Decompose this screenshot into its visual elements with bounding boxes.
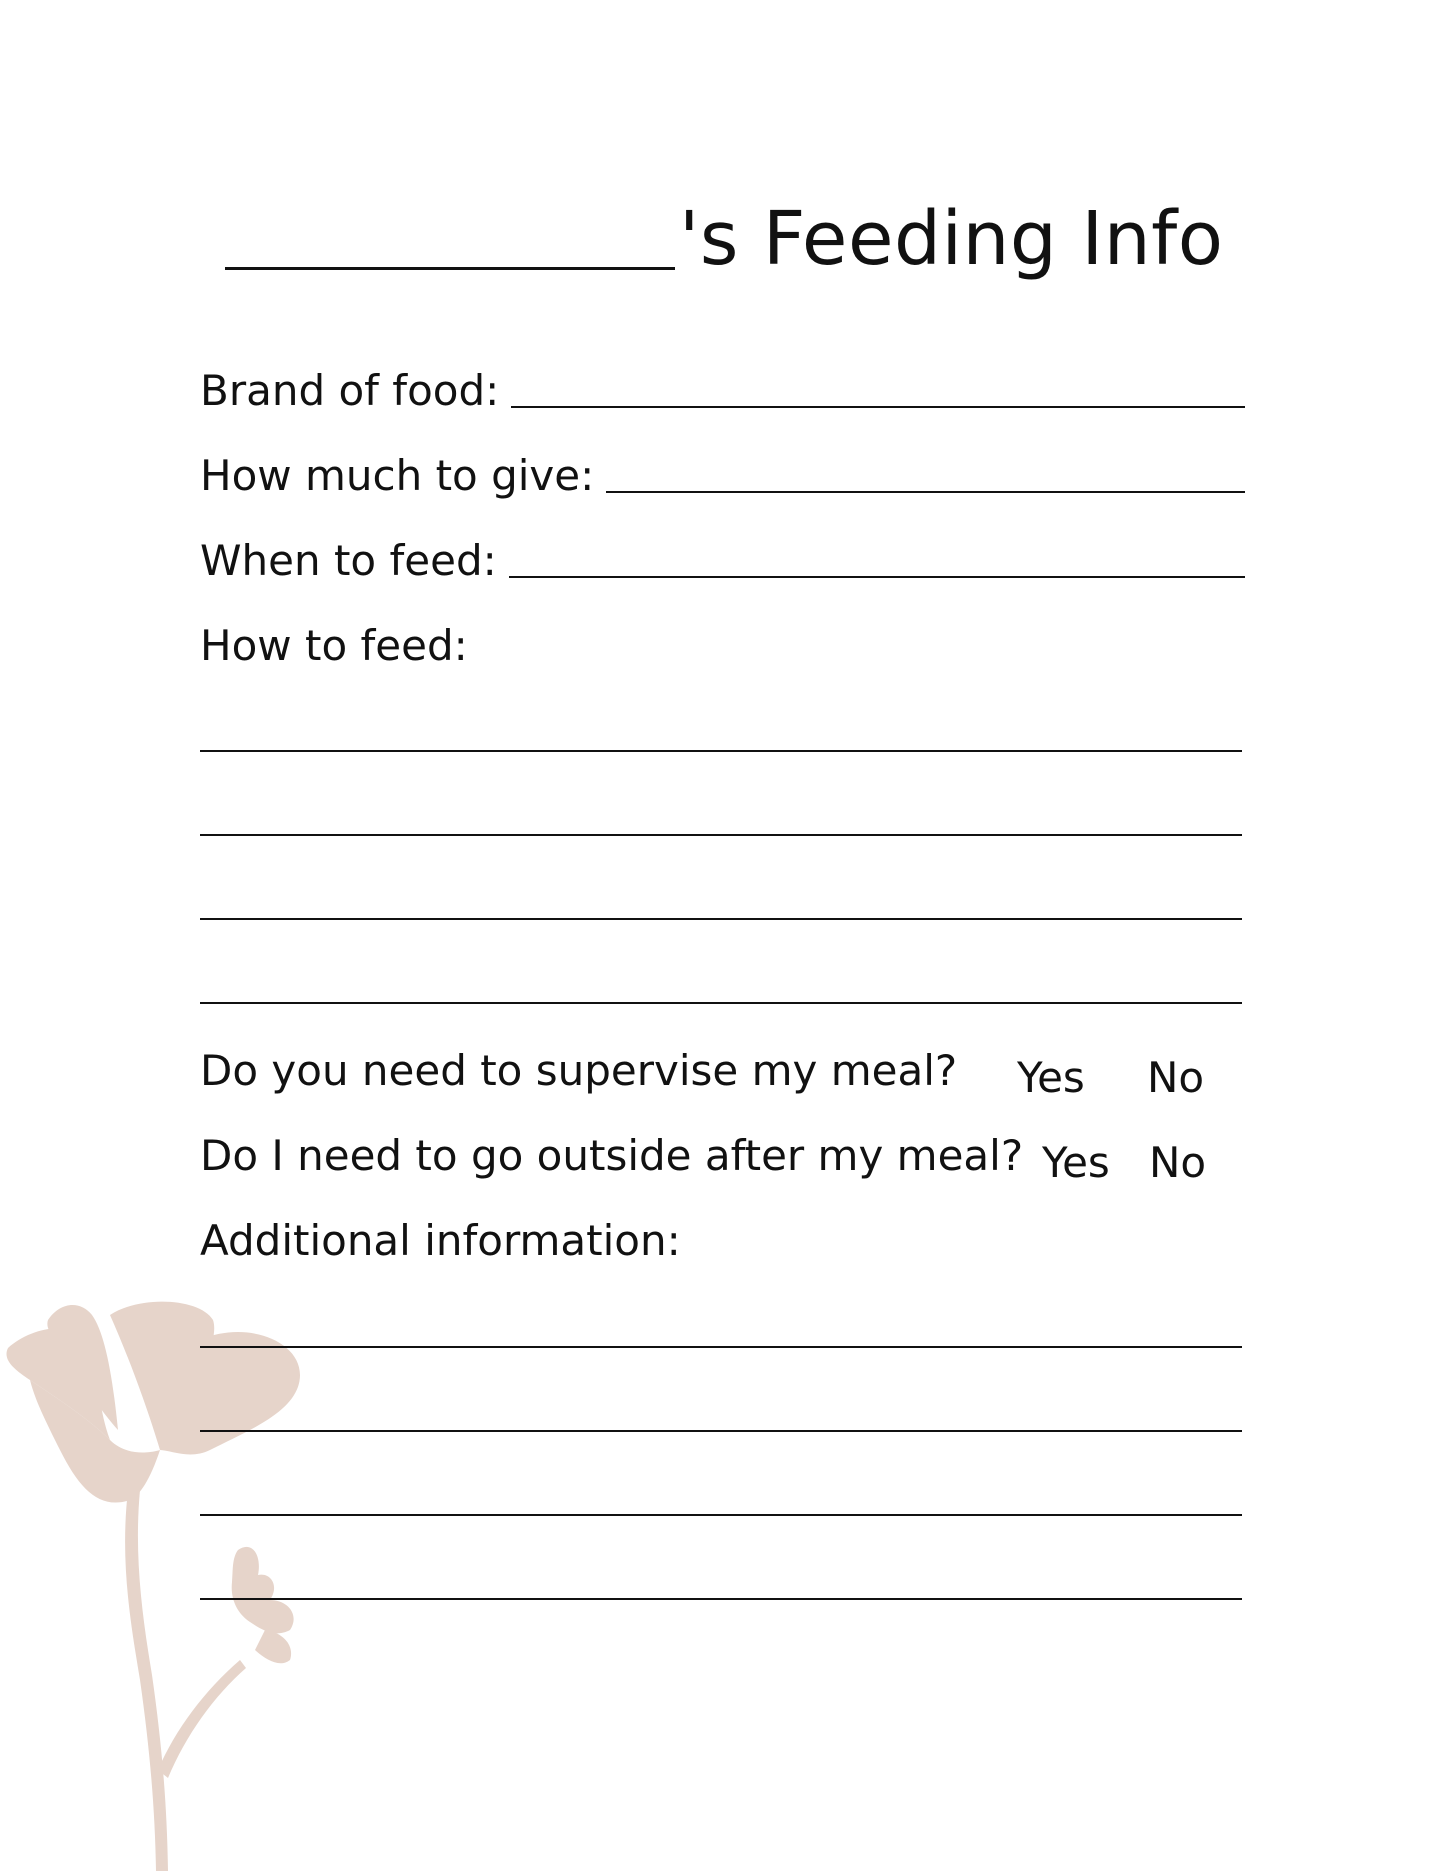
how-to-feed-line[interactable] bbox=[200, 918, 1242, 920]
when-to-feed-field bbox=[200, 536, 1245, 585]
when-to-feed-blank[interactable] bbox=[509, 574, 1245, 578]
page-title bbox=[225, 188, 1245, 288]
title-text: 's Feeding Info bbox=[679, 196, 1224, 282]
additional-info-line[interactable] bbox=[200, 1514, 1242, 1516]
supervise-question-label: Do you need to supervise my meal? bbox=[200, 1046, 958, 1095]
supervise-no-option[interactable]: No bbox=[1147, 1053, 1205, 1102]
outside-question-label: Do I need to go outside after my meal? bbox=[200, 1131, 1024, 1180]
outside-yes-option[interactable]: Yes bbox=[1042, 1138, 1110, 1187]
how-to-feed-line[interactable] bbox=[200, 750, 1242, 752]
how-to-feed-field bbox=[200, 621, 1245, 670]
additional-info-field bbox=[200, 1216, 1245, 1265]
brand-of-food-field bbox=[200, 366, 1245, 415]
outside-no-option[interactable]: No bbox=[1149, 1138, 1207, 1187]
flower-illustration bbox=[0, 1300, 330, 1871]
how-much-label: How much to give: bbox=[200, 451, 595, 500]
how-to-feed-line[interactable] bbox=[200, 1002, 1242, 1004]
how-much-blank[interactable] bbox=[606, 489, 1245, 493]
additional-info-line[interactable] bbox=[200, 1598, 1242, 1600]
how-to-feed-line[interactable] bbox=[200, 834, 1242, 836]
supervise-question bbox=[200, 1046, 1245, 1095]
how-much-field bbox=[200, 451, 1245, 500]
how-to-feed-label: How to feed: bbox=[200, 621, 468, 670]
supervise-yes-option[interactable]: Yes bbox=[1017, 1053, 1085, 1102]
name-blank-line[interactable] bbox=[225, 267, 675, 270]
brand-of-food-blank[interactable] bbox=[511, 404, 1245, 408]
additional-info-line[interactable] bbox=[200, 1346, 1242, 1348]
additional-info-line[interactable] bbox=[200, 1430, 1242, 1432]
when-to-feed-label: When to feed: bbox=[200, 536, 497, 585]
additional-info-label: Additional information: bbox=[200, 1216, 681, 1265]
brand-of-food-label: Brand of food: bbox=[200, 366, 500, 415]
